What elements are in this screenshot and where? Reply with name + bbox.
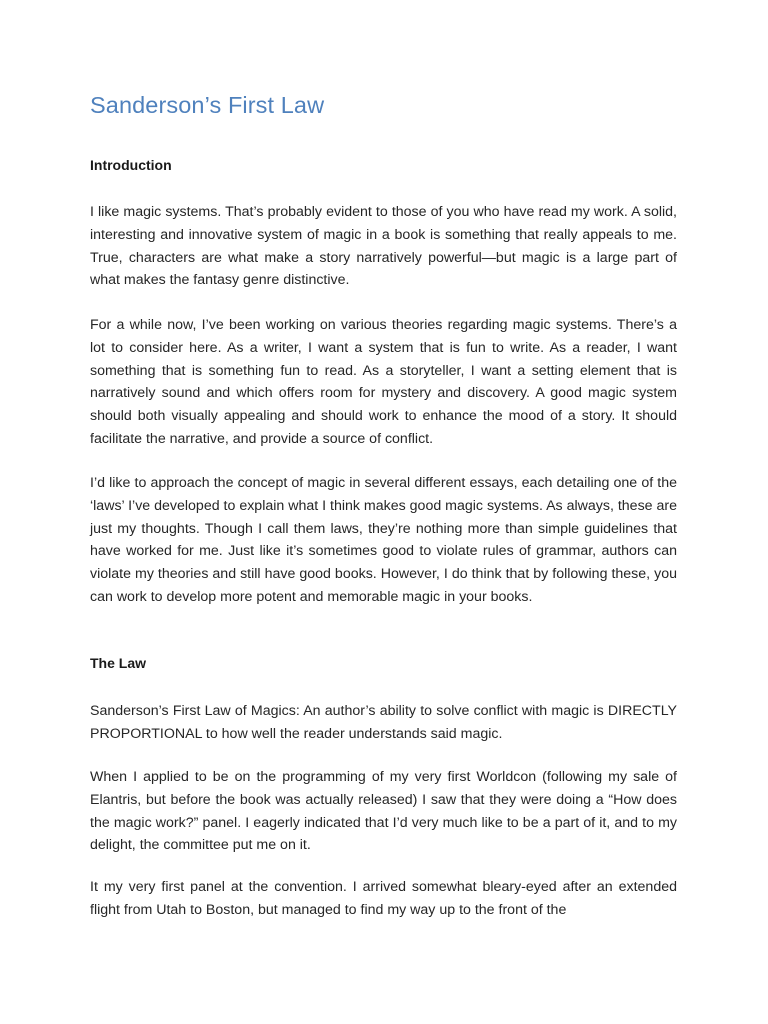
- paragraph: I’d like to approach the concept of magic in several different essays, each detailing one of the ‘laws’ I’ve developed to explain what I think makes good magic systems. As always, these are just my thoughts. Though I call them laws, they’re nothing more than simple guidelines that have worked for me. Just like it’s sometimes good to violate rules of grammar, authors can violate my theories and still have good books. However, I do think that by following these, you can work to develop more potent and memorable magic in your books.: [90, 475, 677, 605]
- section-heading-the-law: The Law: [90, 655, 147, 671]
- paragraph: For a while now, I’ve been working on various theories regarding magic systems. There’s a lot to consider here. As a writer, I want a system that is fun to write. As a reader, I want something that is something fun to read. As a storyteller, I want a setting element that is narratively sound and which offers room for mystery and discovery. A good magic system should both visually appealing and should work to enhance the mood of a story. It should facilitate the narrative, and provide a source of conflict.: [90, 317, 677, 447]
- paragraph: I like magic systems. That’s probably evident to those of you who have read my work. A solid, interesting and innovative system of magic in a book is something that really appeals to me. True, characters are what make a story narratively powerful—but magic is a large part of what makes the fantasy genre distinctive.: [90, 204, 677, 289]
- document-title: Sanderson’s First Law: [90, 92, 325, 118]
- paragraph: Sanderson’s First Law of Magics: An author’s ability to solve conflict with magic is DIRECTLY PROPORTIONAL to how well the reader understands said magic.: [90, 703, 677, 742]
- paragraph: It my very first panel at the convention. I arrived somewhat bleary-eyed after an extended flight from Utah to Boston, but managed to find my way up to the front of the: [90, 879, 677, 918]
- paragraph: When I applied to be on the programming of my very first Worldcon (following my sale of Elantris, but before the book was actually released) I saw that they were doing a “How does the magic work?” panel. I eagerly indicated that I’d very much like to be a part of it, and to my delight, the committee put me on it.: [90, 769, 677, 854]
- section-heading-introduction: Introduction: [90, 157, 172, 173]
